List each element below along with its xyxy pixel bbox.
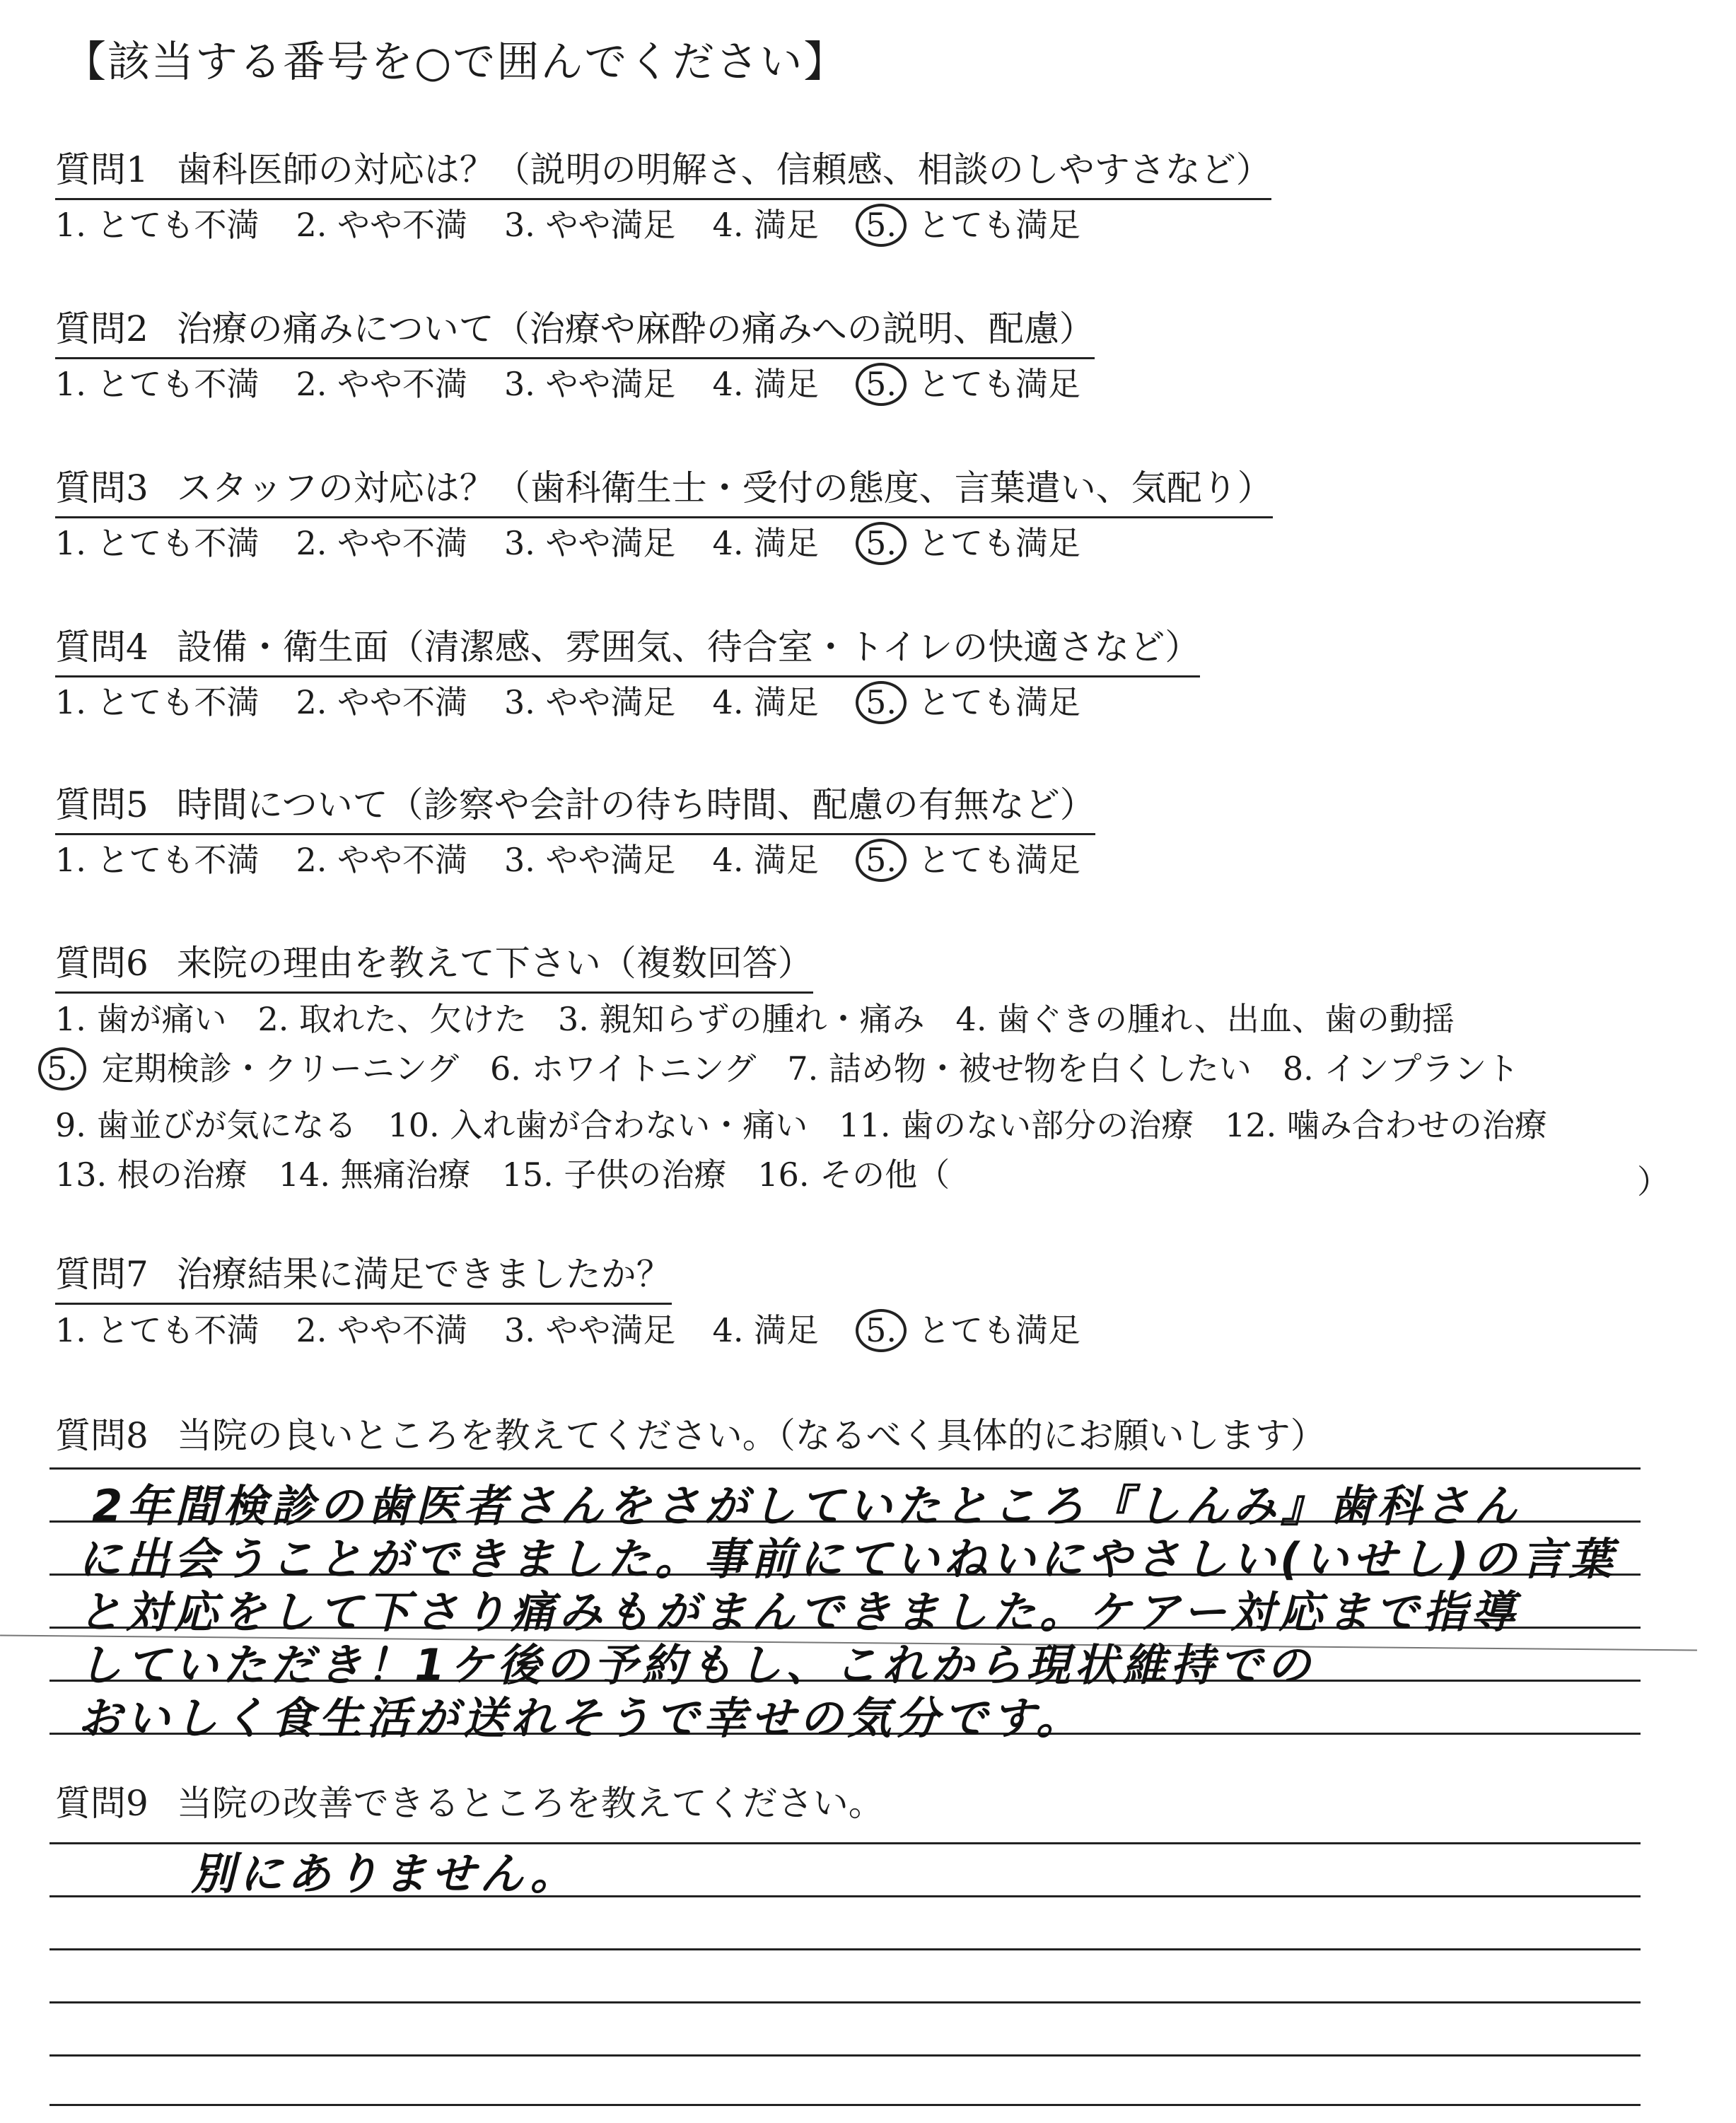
option-3[interactable]: 3. やや満足 — [504, 365, 676, 403]
reason-5-circled[interactable]: 5. — [38, 1047, 86, 1090]
question-3-options — [55, 518, 1117, 565]
question-9-number: 質問9 — [55, 1783, 148, 1824]
reason-8[interactable]: 8. インプラント — [1282, 1049, 1520, 1088]
option-5-circled[interactable]: 5. — [856, 522, 907, 565]
question-8-number: 質問8 — [55, 1415, 148, 1456]
option-2[interactable]: 2. やや不満 — [296, 206, 468, 244]
reason-3[interactable]: 3. 親知らずの腫れ・痛み — [558, 1000, 925, 1038]
answer-line — [49, 2104, 1641, 2106]
reason-15[interactable]: 15. 子供の治療 — [501, 1156, 727, 1194]
reason-9[interactable]: 9. 歯並びが気になる — [55, 1106, 357, 1144]
reasons-row-1 — [55, 994, 1486, 1040]
answer-q8-line-5: おいしく食生活が送れそうで幸せの気分です。 — [78, 1692, 1085, 1744]
question-7-text: 治療結果に満足できましたか？ — [176, 1254, 672, 1295]
option-4[interactable]: 4. 満足 — [712, 841, 820, 879]
option-2[interactable]: 2. やや不満 — [296, 1311, 468, 1349]
option-4[interactable]: 4. 満足 — [712, 524, 820, 562]
question-6 — [55, 935, 813, 994]
page-title: 【該当する番号を○で囲んでください】 — [64, 37, 848, 87]
question-1 — [55, 141, 1271, 200]
answer-line — [49, 2054, 1641, 2057]
answer-line — [49, 2001, 1641, 2003]
reason-4[interactable]: 4. 歯ぐきの腫れ、出血、歯の動揺 — [955, 1000, 1455, 1038]
option-5-circled[interactable]: 5. — [856, 204, 907, 247]
option-3[interactable]: 3. やや満足 — [504, 524, 676, 562]
option-2[interactable]: 2. やや不満 — [296, 683, 468, 721]
answer-q8-line-4: していただき！1ケ後の予約もし、これから現状維持での — [78, 1639, 1315, 1691]
reason-14[interactable]: 14. 無痛治療 — [278, 1156, 471, 1194]
option-4[interactable]: 4. 満足 — [712, 365, 820, 403]
option-1[interactable]: 1. とても不満 — [55, 206, 260, 244]
option-5-label: とても満足 — [917, 841, 1080, 879]
question-5-number: 質問5 — [55, 784, 148, 825]
reason-2[interactable]: 2. 取れた、欠けた — [257, 1000, 528, 1038]
option-1[interactable]: 1. とても不満 — [55, 1311, 260, 1349]
question-3 — [55, 460, 1273, 518]
reason-11[interactable]: 11. 歯のない部分の治療 — [839, 1106, 1194, 1144]
option-3[interactable]: 3. やや満足 — [504, 206, 676, 244]
option-5-label: とても満足 — [917, 683, 1080, 721]
reason-10[interactable]: 10. 入れ歯が合わない・痛い — [388, 1106, 808, 1144]
reasons-row-2 — [44, 1043, 1550, 1090]
reason-6[interactable]: 6. ホワイトニング — [489, 1049, 757, 1088]
option-4[interactable]: 4. 満足 — [712, 206, 820, 244]
option-5-label: とても満足 — [917, 524, 1080, 562]
question-1-options — [55, 199, 1117, 247]
reasons-row-3 — [55, 1100, 1578, 1146]
question-4-options — [55, 677, 1117, 724]
option-1[interactable]: 1. とても不満 — [55, 524, 260, 562]
option-2[interactable]: 2. やや不満 — [296, 365, 468, 403]
option-5-circled[interactable]: 5. — [856, 681, 907, 724]
answer-q8-line-3: と対応をして下さり痛みもがまんできました。ケアー対応まで指導 — [78, 1586, 1520, 1638]
question-2 — [55, 301, 1095, 359]
answer-q8-line-2: に出会うことができました。事前にていねいにやさしい(いせし)の言葉 — [78, 1533, 1617, 1585]
question-8-text: 当院の良いところを教えてください。（なるべく具体的にお願いします） — [176, 1415, 1326, 1456]
answer-q9: 別にありません。 — [191, 1848, 578, 1900]
question-4-text: 設備・衛生面（清潔感、雰囲気、待合室・トイレの快適さなど） — [176, 627, 1201, 668]
option-1[interactable]: 1. とても不満 — [55, 841, 260, 879]
reason-13[interactable]: 13. 根の治療 — [55, 1156, 247, 1194]
question-8 — [55, 1407, 1326, 1458]
question-6-number: 質問6 — [55, 943, 148, 984]
reason-5-label: 定期検診・クリーニング — [101, 1049, 459, 1088]
option-3[interactable]: 3. やや満足 — [504, 841, 676, 879]
reason-7[interactable]: 7. 詰め物・被せ物を白くしたい — [787, 1049, 1252, 1088]
reasons-row-4 — [55, 1149, 981, 1196]
question-5-options — [55, 834, 1117, 882]
option-1[interactable]: 1. とても不満 — [55, 365, 260, 403]
question-7-number: 質問7 — [55, 1254, 148, 1295]
reason-1[interactable]: 1. 歯が痛い — [55, 1000, 227, 1038]
option-4[interactable]: 4. 満足 — [712, 683, 820, 721]
question-7 — [55, 1246, 672, 1305]
option-5-circled[interactable]: 5. — [856, 363, 907, 406]
question-3-number: 質問3 — [55, 467, 148, 508]
question-1-text: 歯科医師の対応は？（説明の明解さ、信頼感、相談のしやすさなど） — [176, 149, 1271, 190]
option-5-label: とても満足 — [917, 1311, 1080, 1349]
question-9-text: 当院の改善できるところを教えてください。 — [176, 1783, 884, 1824]
question-2-number: 質問2 — [55, 308, 148, 349]
option-1[interactable]: 1. とても不満 — [55, 683, 260, 721]
question-2-options — [55, 359, 1117, 406]
question-4-number: 質問4 — [55, 627, 148, 668]
question-4 — [55, 619, 1200, 677]
question-5-text: 時間について（診察や会計の待ち時間、配慮の有無など） — [176, 784, 1095, 825]
question-3-text: スタッフの対応は？（歯科衛生士・受付の態度、言葉遣い、気配り） — [176, 467, 1273, 508]
option-3[interactable]: 3. やや満足 — [504, 1311, 676, 1349]
option-4[interactable]: 4. 満足 — [712, 1311, 820, 1349]
option-5-label: とても満足 — [917, 206, 1080, 244]
question-7-options — [55, 1305, 1117, 1352]
question-6-text: 来院の理由を教えて下さい（複数回答） — [176, 943, 813, 984]
option-2[interactable]: 2. やや不満 — [296, 841, 468, 879]
answer-q8-line-1: 2年間検診の歯医者さんをさがしていたところ『しんみ』歯科さん — [92, 1480, 1522, 1532]
option-5-label: とても満足 — [917, 365, 1080, 403]
option-3[interactable]: 3. やや満足 — [504, 683, 676, 721]
answer-line — [49, 1467, 1641, 1470]
question-9 — [55, 1775, 884, 1826]
option-5-circled[interactable]: 5. — [856, 1309, 907, 1352]
option-5-circled[interactable]: 5. — [856, 839, 907, 882]
question-1-number: 質問1 — [55, 149, 148, 190]
answer-line — [49, 1948, 1641, 1950]
question-2-text: 治療の痛みについて（治療や麻酔の痛みへの説明、配慮） — [176, 308, 1095, 349]
reason-16-close: ） — [1637, 1163, 1670, 1201]
reason-12[interactable]: 12. 噛み合わせの治療 — [1225, 1106, 1547, 1144]
reason-16[interactable]: 16. その他（ — [757, 1156, 950, 1194]
option-2[interactable]: 2. やや不満 — [296, 524, 468, 562]
question-5 — [55, 777, 1095, 835]
